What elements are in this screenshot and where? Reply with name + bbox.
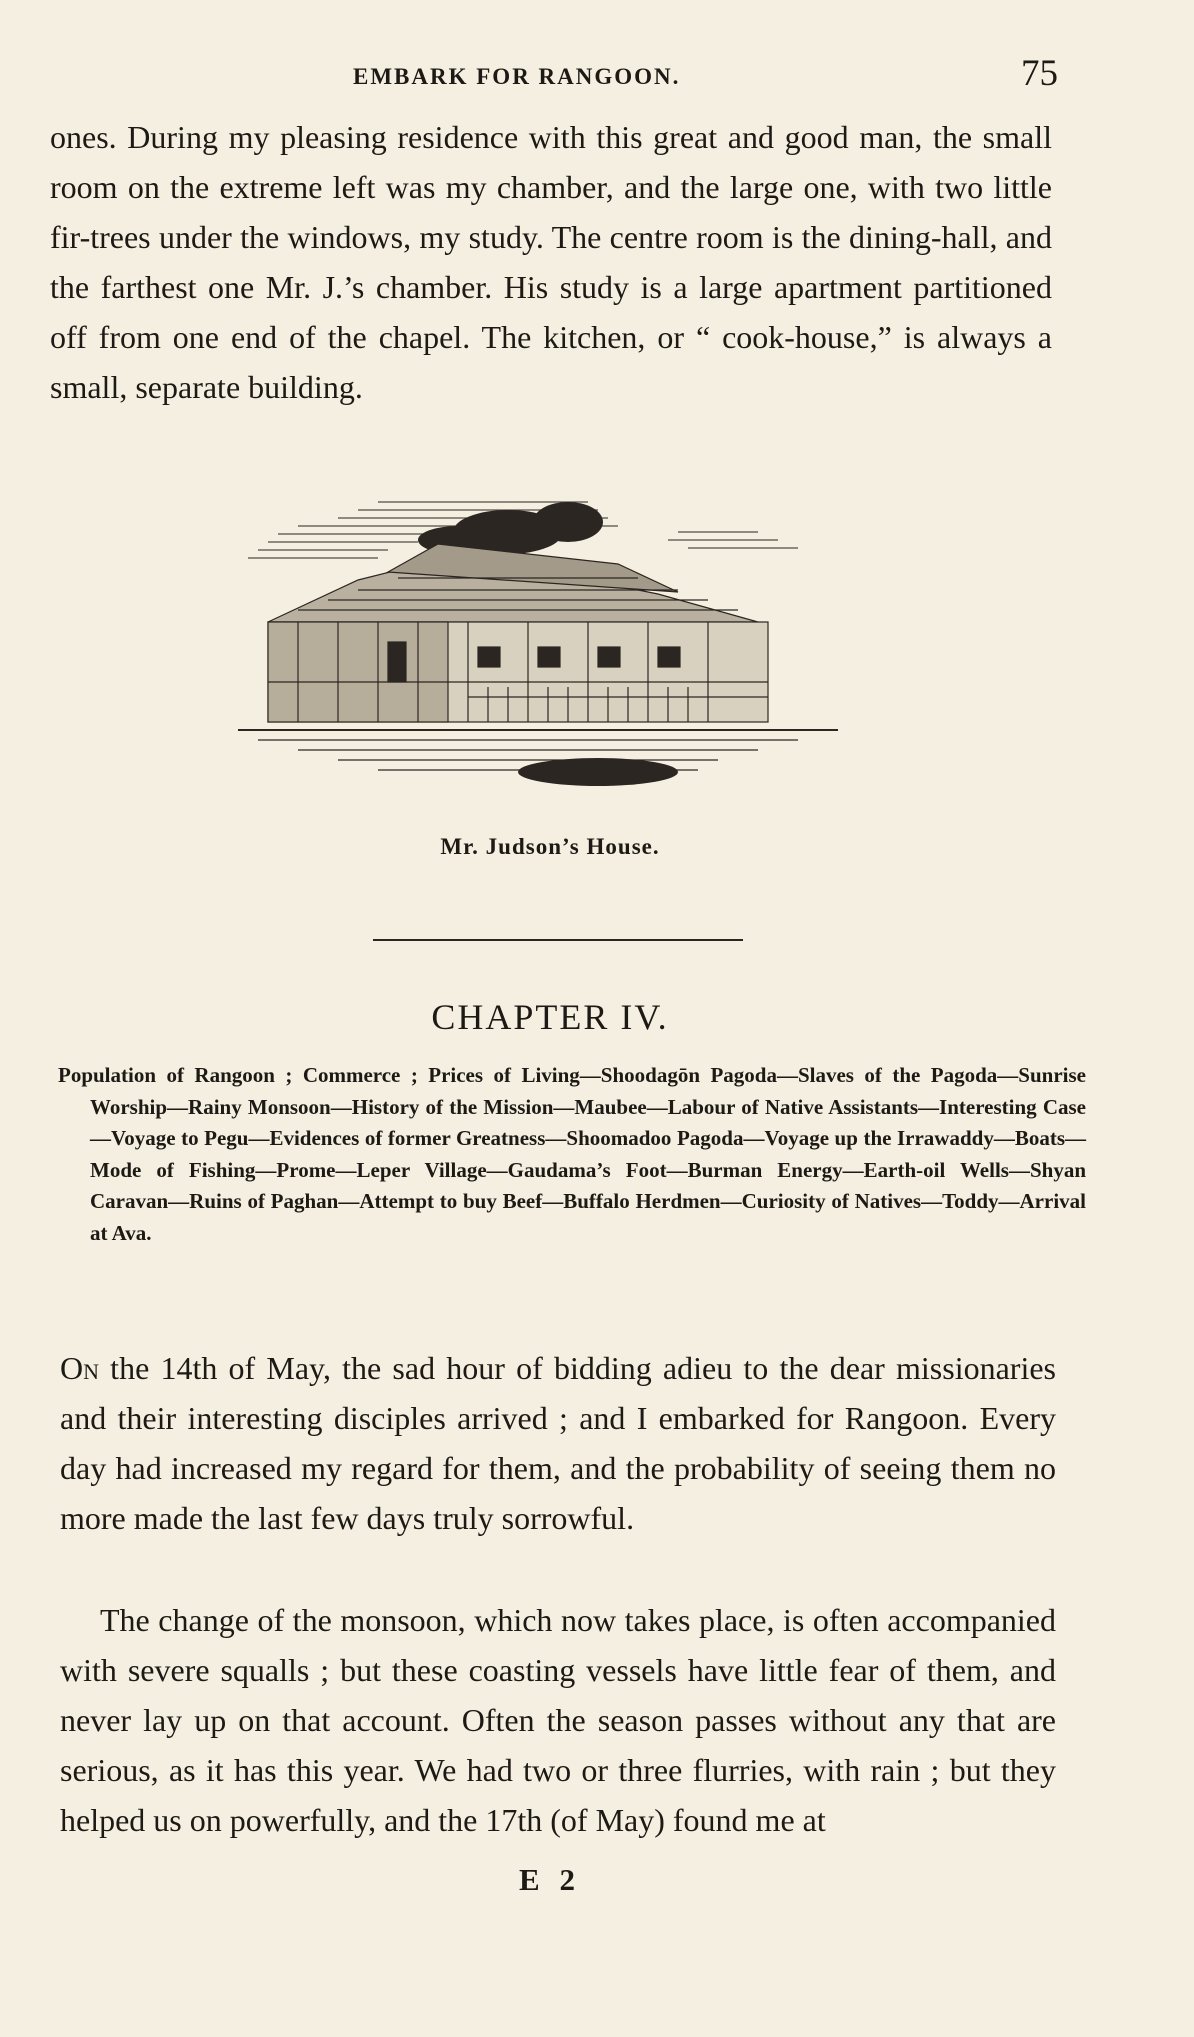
- figure-caption: Mr. Judson’s House.: [440, 834, 660, 859]
- chapter-synopsis: Population of Rangoon ; Commerce ; Prices of Living—Shoodagōn Pagoda—Slaves of the Pagoda—Sunrise Worship—Rainy Monsoon—History of the Mission—Maubee—Labour of Native Assistants—Interesting Case—Voyage to Pegu—Evidences of former Greatness—Shoomadoo Pagoda—Voyage up the Irrawaddy—Boats—Mode of Fishing—Prome—Leper Village—Gaudama’s Foot—Burman Energy—Earth-oil Wells—Shyan Caravan—Ruins of Paghan—Attempt to buy Beef—Buffalo Herdmen—Curiosity of Natives—Toddy—Arrival at Ava.: [58, 1063, 1086, 1245]
- house-roof: [268, 544, 758, 622]
- body-paragraph-1: [60, 1343, 1056, 1543]
- house-engraving: [238, 482, 858, 820]
- ground-lines: [238, 730, 838, 786]
- body-paragraph-2: The change of the monsoon, which now takes place, is often accompanied with severe squalls ; but these coasting vessels have little fear of them, and never lay up on that account. Often the season passes without any that are serious, as it has this year. We had two or three flurries, with rain ; but they helped us on powerfully, and the 17th (of May) found me at: [60, 1602, 1056, 1838]
- paragraph-1-text: the 14th of May, the sad hour of bidding adieu to the dear missionaries and their interesting disciples arrived ; and I embarked for Rangoon. Every day had increased my regard for them, and the probability of seeing them no more made the last few days truly sorrowful.: [60, 1350, 1056, 1536]
- page-number: 75: [1021, 53, 1058, 94]
- house-walls: [268, 622, 768, 722]
- chapter-divider: [373, 939, 743, 941]
- signature-mark: E 2: [519, 1862, 581, 1897]
- chapter-heading: CHAPTER IV.: [431, 997, 669, 1037]
- running-head: EMBARK FOR RANGOON.: [353, 64, 681, 89]
- top-paragraph: ones. During my pleasing residence with this great and good man, the small room on the extreme left was my chamber, and the large one, with two little fir-trees under the windows, my study. The centre room is the dining-hall, and the farthest one Mr. J.’s chamber. His study is a large apartment partitioned off from one end of the chapel. The kitchen, or “ cook-house,” is always a small, separate building.: [50, 119, 1052, 405]
- page-header: [58, 52, 1058, 102]
- paragraph-lead-word: On: [60, 1350, 99, 1386]
